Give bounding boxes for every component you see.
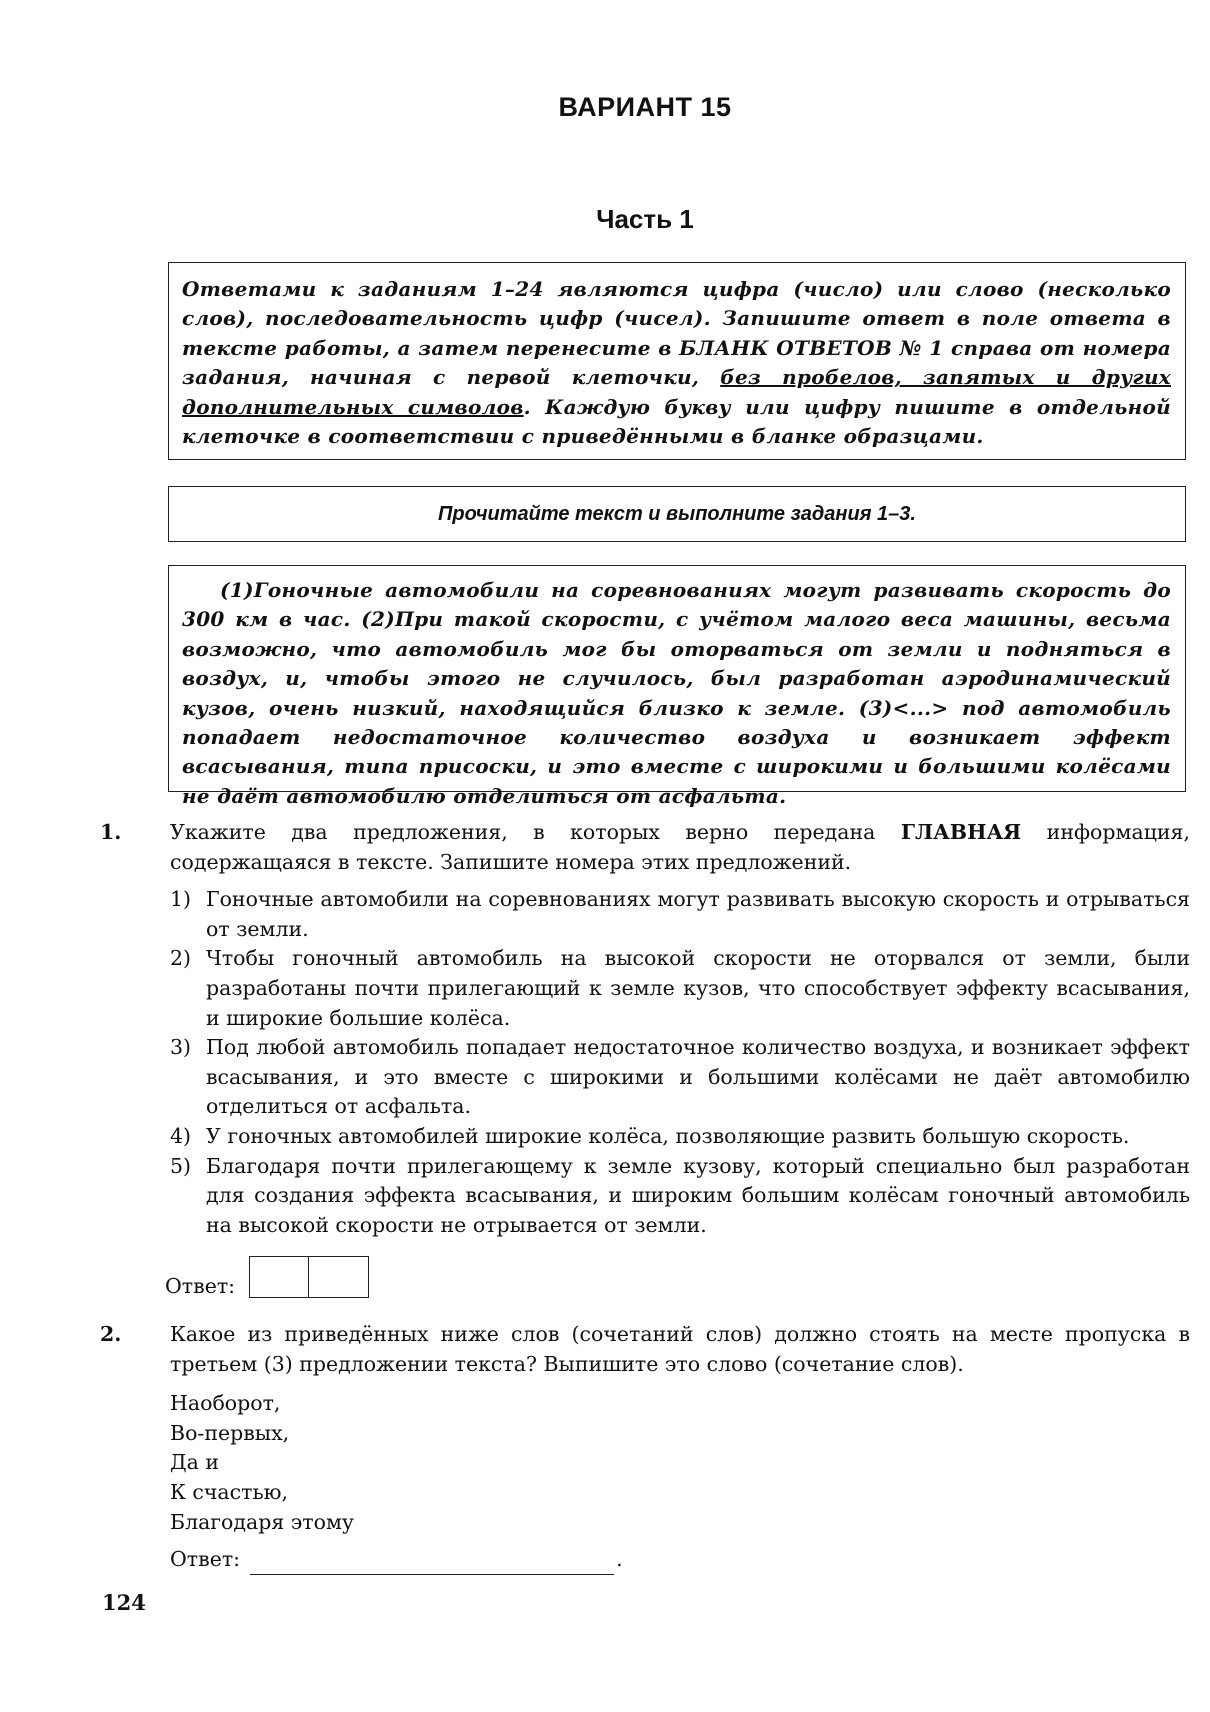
part-title: Часть 1 xyxy=(596,204,694,234)
answer-cell-1[interactable] xyxy=(249,1256,309,1298)
task-2-answer-end: . xyxy=(616,1547,623,1572)
word-item-1: Наоборот, xyxy=(170,1391,281,1416)
task-1-number: 1. xyxy=(100,820,122,844)
option-4 xyxy=(170,1122,1190,1152)
instructions-underlined: без пробелов, запятых и других дополнительных символов xyxy=(182,365,1172,419)
task-2-answer-label: Ответ: xyxy=(170,1547,241,1572)
option-text: У гоночных автомобилей широкие колёса, позволяющие развить большую скорость. xyxy=(206,1123,1130,1148)
word-item-4: К счастью, xyxy=(170,1479,288,1504)
variant-title: ВАРИАНТ 15 xyxy=(558,92,732,122)
word-item-5: Благодаря этому xyxy=(170,1509,354,1534)
read-prompt-box xyxy=(168,486,1186,542)
instructions-box xyxy=(168,262,1186,460)
option-1 xyxy=(170,885,1190,944)
task-1-answer-cells xyxy=(249,1256,369,1298)
option-number: 5) xyxy=(170,1153,192,1178)
task-1-answer-row xyxy=(165,1254,369,1298)
task-2-answer-line[interactable] xyxy=(250,1552,614,1575)
task-2-question: Какое из приведённых ниже слов (сочетаний слов) должно стоять на месте пропуска в третьем (3) предложении текста? Выпишите это слово (сочетание слов). xyxy=(170,1322,1190,1376)
option-text: Чтобы гоночный автомобиль на высокой скорости не оторвался от земли, были разработаны почти прилегающий к земле кузов, что способствует эффекту всасывания, и широкие большие колёса. xyxy=(206,946,1190,1030)
task-1-text-before: Укажите два предложения, в которых верно передана xyxy=(170,820,901,844)
task-2-word-list xyxy=(170,1389,1190,1537)
instructions-text-before: Ответами к заданиям 1–24 являются цифра (число) или слово (несколько слов), последовательность цифр (чисел). Запишите ответ в поле ответа в тексте работы, а затем перенесите в БЛАНК ОТВЕТОВ № 1 справа от номера задания, начиная с первой клеточки, xyxy=(182,277,1171,390)
option-text: Под любой автомобиль попадает недостаточное количество воздуха, и возникает эффект всасывания, и это вместе с широкими и большими колёсами не даёт автомобилю отделиться от асфальта. xyxy=(206,1035,1190,1119)
option-3 xyxy=(170,1033,1190,1122)
word-item-2: Во-первых, xyxy=(170,1420,290,1445)
option-number: 2) xyxy=(170,946,192,971)
option-text: Гоночные автомобили на соревнованиях могут развивать высокую скорость и отрываться от земли. xyxy=(206,887,1190,941)
task-2-answer-row xyxy=(170,1545,1190,1575)
option-5 xyxy=(170,1152,1190,1241)
option-number: 4) xyxy=(170,1123,192,1148)
task-1-options xyxy=(170,885,1190,1240)
task-1-question xyxy=(170,818,1190,877)
task-2 xyxy=(100,1320,1190,1575)
instructions-text-after: . Каждую букву или цифру пишите в отдельной клеточке в соответствии с приведёнными в бланке образцами. xyxy=(182,394,1171,449)
option-number: 1) xyxy=(170,887,192,912)
passage-box xyxy=(168,565,1186,808)
answer-cell-2[interactable] xyxy=(309,1256,369,1298)
option-number: 3) xyxy=(170,1035,192,1060)
task-2-number: 2. xyxy=(100,1322,122,1346)
read-prompt: Прочитайте текст и выполните задания 1–3. xyxy=(438,503,916,525)
task-1-text-bold: ГЛАВНАЯ xyxy=(900,820,1022,844)
option-2 xyxy=(170,944,1190,1033)
task-1 xyxy=(100,818,1190,1240)
page-number: 124 xyxy=(102,1590,146,1615)
option-text: Благодаря почти прилегающему к земле кузову, который специально был разработан для создания эффекта всасывания, и широким большим колёсам гоночный автомобиль на высокой скорости не отрывается от земли. xyxy=(206,1153,1190,1237)
word-item-3: Да и xyxy=(170,1450,220,1475)
task-1-answer-label: Ответ: xyxy=(165,1274,236,1298)
passage-text: (1)Гоночные автомобили на соревнованиях могут развивать скорость до 300 км в час. (2)При такой скорости, с учётом малого веса машины, весьма возможно, что автомобиль мог бы оторваться от земли и подняться в воздух, и, чтобы этого не случилось, был разработан аэродинамический кузов, очень низкий, находящийся близко к земле. (3)<...> под автомобиль попадает недостаточное количество воздуха и возникает эффект всасывания, типа присоски, и это вместе с широкими и большими колёсами не даёт автомобилю отделиться от асфальта. xyxy=(182,578,1171,808)
task-1-text-after: информация, содержащаяся в тексте. Запишите номера этих предложений. xyxy=(170,820,1190,874)
